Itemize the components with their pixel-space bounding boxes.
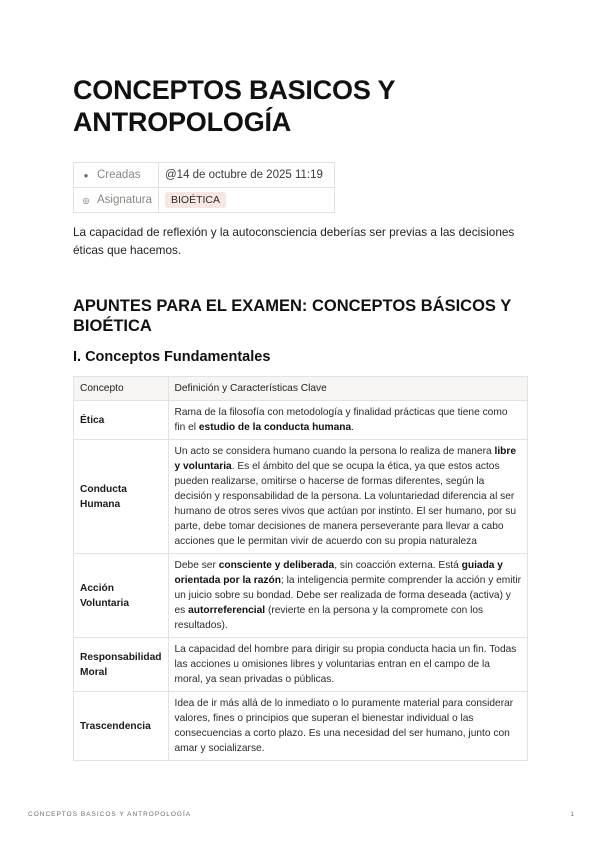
property-label: Asignatura: [97, 194, 152, 206]
definition-text: Un acto se considera humano cuando la persona lo realiza de manera: [174, 446, 495, 457]
table-row: [74, 554, 528, 638]
bold-term: consciente y deliberada: [218, 560, 335, 571]
table-row: [74, 692, 528, 761]
bold-term: guiada y orientada por la razón: [174, 560, 503, 586]
concept-cell: Conducta Humana: [74, 440, 169, 554]
properties-table: [73, 162, 335, 213]
target-icon: ◎: [82, 196, 90, 205]
concept-cell: Trascendencia: [74, 692, 169, 761]
definition-text: (revierte en la persona y la compromete con los resultados).: [174, 605, 484, 631]
definition-text: . Es el ámbito del que se ocupa la ética, ya que estos actos pueden realizarse, omitirse o hacerse de formas diferentes, según la decisión y responsabilidad de la persona. La voluntariedad diferencia al ser humano de otros seres vivos que actúan por instinto. El ser humano, por su parte, debe tomar decisiones de manera perseverante para llevar a cabo acciones que le permitan vivir de acuerdo con su propia naturaleza: [174, 461, 516, 547]
definition-cell: [168, 401, 527, 440]
concept-cell: Acción Voluntaria: [74, 554, 169, 638]
definition-text: , sin coacción externa. Está: [334, 560, 462, 571]
definition-text: Idea de ir más allá de lo inmediato o lo puramente material para considerar valores, fines o principios que superan el bienestar individual o las consecuencias a corto plazo. Es una necesidad del ser humano, junto con amar y socializarse.: [174, 698, 514, 754]
definition-cell: [168, 440, 527, 554]
table-header-row: [74, 377, 528, 401]
created-date-value: @14 de octubre de 2025 11:19: [159, 163, 335, 188]
property-row-subject: [74, 188, 335, 213]
definition-cell: [168, 554, 527, 638]
definition-cell: [168, 638, 527, 692]
table-row: [74, 440, 528, 554]
bold-term: autorreferencial: [188, 605, 266, 616]
page-title: CONCEPTOS BASICOS Y ANTROPOLOGÍA: [73, 75, 395, 137]
definition-text: .: [351, 422, 354, 433]
page-number: 1: [570, 811, 574, 818]
subject-tag[interactable]: BIOÉTICA: [165, 192, 226, 208]
concepts-table: [73, 376, 528, 761]
clock-icon: ●: [83, 171, 89, 180]
concept-cell: Ética: [74, 401, 169, 440]
definition-cell: [168, 692, 527, 761]
table-row: [74, 401, 528, 440]
bold-term: estudio de la conducta humana: [198, 422, 352, 433]
column-header: Definición y Características Clave: [168, 377, 527, 401]
page-footer: [28, 811, 574, 818]
concept-cell: Responsabilidad Moral: [74, 638, 169, 692]
column-header: Concepto: [74, 377, 169, 401]
table-row: [74, 638, 528, 692]
intro-paragraph: La capacidad de reflexión y la autoconsciencia deberías ser previas a las decisiones éticas que hacemos.: [73, 225, 515, 257]
property-label: Creadas: [97, 169, 141, 181]
subsection-heading: I. Conceptos Fundamentales: [73, 349, 271, 365]
definition-text: La capacidad del hombre para dirigir su propia conducta hacia un fin. Todas las acciones u omisiones libres y voluntarias entran en el campo de la moral, ya sean privadas o públicas.: [174, 644, 517, 685]
property-row-created: [74, 163, 335, 188]
definition-text: Rama de la filosofía con metodología y finalidad prácticas que tiene como fin el: [174, 407, 508, 433]
footer-title: CONCEPTOS BASICOS Y ANTROPOLOGÍA: [28, 811, 192, 818]
definition-text: Debe ser: [174, 560, 219, 571]
bold-term: libre y voluntaria: [174, 446, 517, 472]
definition-text: ; la inteligencia permite comprender la acción y emitir un juicio sobre su bondad. Debe ser realizada de forma deseada (activa) y es: [174, 575, 522, 616]
section-heading: APUNTES PARA EL EXAMEN: CONCEPTOS BÁSICOS Y BIOÉTICA: [73, 297, 511, 335]
